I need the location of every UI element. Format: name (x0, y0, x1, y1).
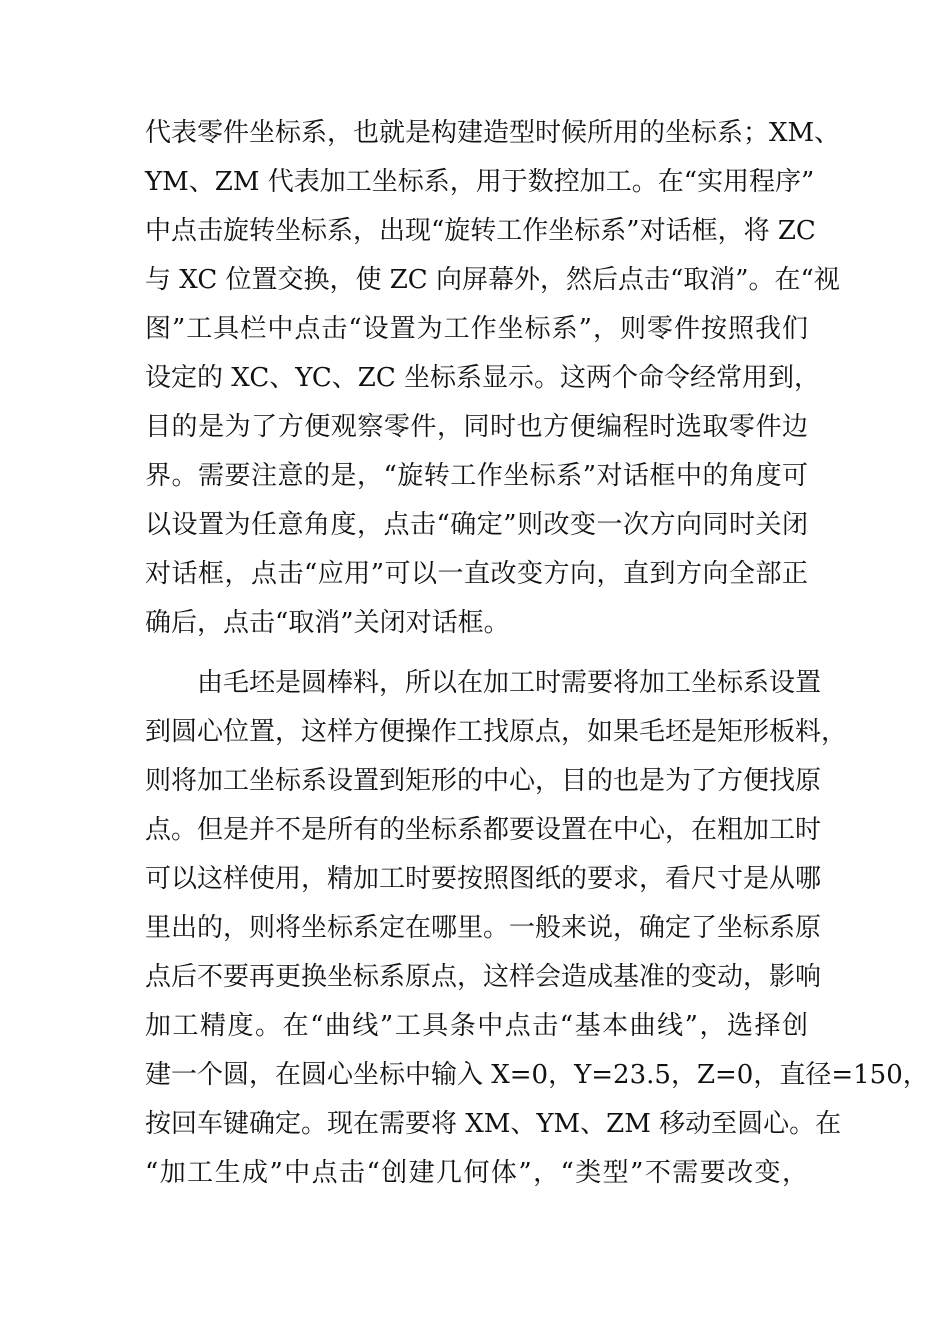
paragraph-line: 以设置为任意角度，点击“确定”则改变一次方向同时关闭 (145, 510, 808, 540)
paragraph-line: 里出的，则将坐标系定在哪里。一般来说，确定了坐标系原 (145, 913, 822, 943)
paragraph-line: 确后，点击“取消”关闭对话框。 (145, 608, 510, 638)
paragraph-line: 按回车键确定。现在需要将 XM、YM、ZM 移动至圆心。在 (145, 1109, 842, 1139)
paragraph-line: 图”工具栏中点击“设置为工作坐标系”，则零件按照我们 (145, 314, 808, 344)
paragraph-line: 加工精度。在“曲线”工具条中点击“基本曲线”，选择创 (145, 1011, 808, 1041)
paragraph-line: 目的是为了方便观察零件，同时也方便编程时选取零件边 (145, 412, 808, 442)
paragraph-line: 建一个圆，在圆心坐标中输入 X=0，Y=23.5，Z=0，直径=150， (145, 1060, 929, 1090)
paragraph-line: 与 XC 位置交换，使 ZC 向屏幕外，然后点击“取消”。在“视 (145, 265, 840, 295)
paragraph-line: 点。但是并不是所有的坐标系都要设置在中心，在粗加工时 (145, 815, 822, 845)
paragraph-line: 代表零件坐标系，也就是构建造型时候所用的坐标系；XM、 (145, 118, 841, 148)
paragraph-line: 界。需要注意的是，“旋转工作坐标系”对话框中的角度可 (145, 461, 808, 491)
paragraph-1 (145, 109, 841, 648)
paragraph-line: 由毛坯是圆棒料，所以在加工时需要将加工坐标系设置 (197, 668, 822, 698)
paragraph-line: 可以这样使用，精加工时要按照图纸的要求，看尺寸是从哪 (145, 864, 822, 894)
paragraph-line: 设定的 XC、YC、ZC 坐标系显示。这两个命令经常用到， (145, 363, 821, 393)
paragraph-2 (145, 659, 929, 1198)
paragraph-line: 点后不要再更换坐标系原点，这样会造成基准的变动，影响 (145, 962, 822, 992)
paragraph-line: YM、ZM 代表加工坐标系，用于数控加工。在“实用程序” (145, 167, 815, 197)
paragraph-line: 则将加工坐标系设置到矩形的中心，目的也是为了方便找原 (145, 766, 822, 796)
paragraph-line: 中点击旋转坐标系，出现“旋转工作坐标系”对话框，将 ZC (145, 216, 816, 246)
paragraph-line: “加工生成”中点击“创建几何体”，“类型”不需要改变， (145, 1158, 808, 1188)
paragraph-line: 对话框，点击“应用”可以一直改变方向，直到方向全部正 (145, 559, 808, 589)
paragraph-line: 到圆心位置，这样方便操作工找原点，如果毛坯是矩形板料， (145, 717, 848, 747)
